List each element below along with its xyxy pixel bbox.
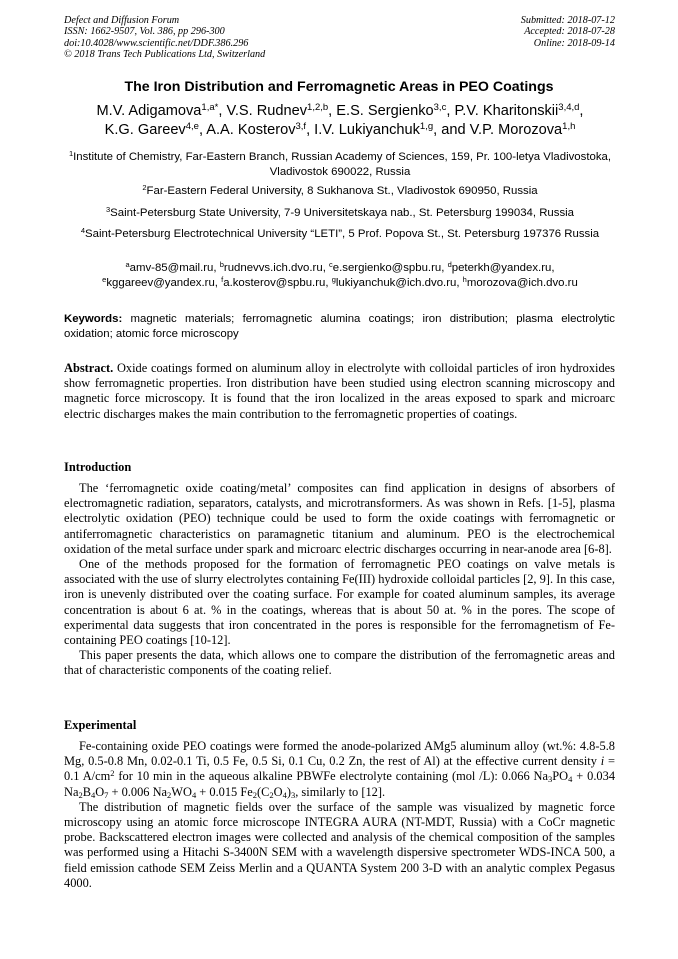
online-date: Online: 2018-09-14 (533, 37, 615, 49)
paragraph: The ‘ferromagnetic oxide coating/metal’ composites can find application in designs of absorbers of electromagnetic radiation, separators, catalysts, and microtransformers. As was shown in Refs. [1-5], plasma electrolytic oxidation (PEO) technique could be used to form the oxide coatings with ferromagnetic or antiferromagnetic characteristics on paramagnetic titanium and aluminum. PEO is the electrochemical oxidation of the metal surface under spark and microarc electric discharges occurring in near-anode area [6-8]. (64, 481, 615, 556)
email-list: $^a$amv-85@mail.ru, $^b$rudnevvs.ich.dvo.ru, $^c$e.sergienko@spbu.ru, $^d$peterkh@yandex.ru, $^e$kggareev@yandex.ru, $^f$a.kosterov@spbu.ru, $^g$lukiyanchuk@ich.dvo.ru, $^h$morozova@ich.dvo.ru (102, 259, 578, 289)
author: E.S. Sergienko$^{3,c}$, (336, 101, 455, 119)
abstract-label: Abstract. (64, 361, 114, 375)
email[interactable]: $^c$e.sergienko@spbu.ru (329, 259, 442, 274)
email[interactable]: $^e$kggareev@yandex.ru (102, 274, 215, 289)
introduction-body (64, 481, 615, 679)
affiliation-2: $^2$Far-Eastern Federal University, 8 Sukhanova St., Vladivostok 690950, Russia (142, 182, 538, 197)
section-heading-introduction: Introduction (64, 460, 132, 474)
author: M.V. Adigamova$^{1,a*}$, (96, 101, 227, 119)
paragraph: Fe-containing oxide PEO coatings were formed the anode-polarized AMg5 aluminum alloy (wt.%: 4.8-5.8 Mg, 0.5-0.8 Mn, 0.02-0.1 Ti, 0.5 Fe, 0.5 Si, 0.1 Cu, 0.2 Zn, the rest of Al) at the effective current density i = 0.1 $A/cm^2$ for 10 min in the aqueous alkaline PBWFe electrolyte containing (mol /L): 0.066 $Na_3PO_4 + 0.034$ $Na_2B_4O_7 + 0.006$ $Na_2WO_4 + 0.015$ $Fe_2(C_2O_4)_3$, similarly to [12]. (64, 739, 616, 800)
email[interactable]: $^b$rudnevvs.ich.dvo.ru (219, 259, 323, 274)
keywords-text: magnetic materials; ferromagnetic alumina coatings; iron distribution; plasma electrolytic oxidation; atomic force microscopy (64, 313, 616, 340)
accepted-date: Accepted: 2018-07-28 (524, 26, 615, 38)
author: A.A. Kosterov$^{3,f}$, (206, 120, 315, 138)
email[interactable]: $^d$peterkh@yandex.ru (447, 259, 552, 274)
abstract-text: Oxide coatings formed on aluminum alloy in electrolyte with colloidal particles of iron hydroxides show ferromagnetic properties. Iron distribution have been studied using electron scanning microscopy and magnetic force microscopy. It is found that the iron localized in the areas exposed to spark and microarc electric discharges makes the main contribution to the ferromagnetic properties of coatings. (64, 361, 615, 421)
issn: ISSN: 1662-9507, Vol. 386, pp 296-300 (64, 26, 225, 38)
author-list (60, 102, 620, 140)
author: K.G. Gareev$^{4,e}$, (104, 120, 207, 138)
experimental-body (64, 739, 615, 891)
email[interactable]: $^h$morozova@ich.dvo.ru (462, 274, 578, 289)
keywords-label: Keywords: (64, 313, 123, 325)
paragraph: The distribution of magnetic fields over the surface of the sample was visualized by magnetic force microscopy using an atomic force microscope INTEGRA AURA (NT-MDT, Russia) with a CoCr magnetic probe. Backscattered electron images were collected and analysis of the chemical composition of the samples was performed using a Hitachi S-3400N SEM with a wavelength dispersive spectrometer WDS-INCA 500, a field emission cathode SEM Zeiss Merlin and a QUANTA System 200 3-D with an analytic complex Pegasus 4000. (64, 799, 615, 890)
doi: doi:10.4028/www.scientific.net/DDF.386.296 (64, 37, 249, 49)
author: I.V. Lukiyanchuk$^{1,g}$, and (314, 120, 470, 138)
dates-header (521, 15, 615, 49)
author: P.V. Kharitonskii$^{3,4,d}$, (454, 101, 584, 119)
keywords (64, 312, 615, 342)
email[interactable]: $^g$lukiyanchuk@ich.dvo.ru (331, 274, 457, 289)
author: V.S. Rudnev$^{1,2,b}$, (226, 101, 337, 119)
paragraph: One of the methods proposed for the formation of ferromagnetic PEO coatings on valve metals is associated with the use of slurry electrolytes containing Fe(III) hydroxide colloidal particles [2, 9]. In this case, iron is unevenly distributed over the coating surface. For example for coated aluminum samples, its average concentration is about 6 at. % in the coatings, whereas that is about 50 at. % in the pores. The scope of experimental data suggests that iron concentrated in the pores is responsible for the ferromagnetism of Fe-containing PEO coatings [10-12]. (64, 557, 615, 648)
affiliation-4: $^4$Saint-Petersburg Electrotechnical University “LETI”, 5 Prof. Popova St., St. Petersburg 197376 Russia (80, 225, 600, 240)
affiliation-1: $^1$Institute of Chemistry, Far-Eastern Branch, Russian Academy of Sciences, 159, Pr. 100-letya Vladivostoka, Vladivostok 690022, Russia (68, 148, 612, 178)
affiliation-3: $^3$Saint-Petersburg State University, 7-9 Universitetskaya nab., St. Petersburg 199034, Russia (105, 204, 575, 219)
journal-header (64, 15, 265, 60)
journal-name: Defect and Diffusion Forum (64, 15, 180, 26)
paper-title: The Iron Distribution and Ferromagnetic Areas in PEO Coatings (124, 79, 554, 95)
email[interactable]: $^f$a.kosterov@spbu.ru (221, 274, 326, 289)
author: V.P. Morozova$^{1,h}$ (469, 120, 576, 138)
abstract (64, 361, 615, 422)
section-heading-experimental: Experimental (64, 718, 137, 732)
paragraph: This paper presents the data, which allows one to compare the distribution of the ferromagnetic areas and that of characteristic components of the coating relief. (64, 648, 615, 678)
email[interactable]: $^a$amv-85@mail.ru (125, 259, 214, 274)
copyright: © 2018 Trans Tech Publications Ltd, Switzerland (64, 48, 266, 60)
submitted-date: Submitted: 2018-07-12 (520, 15, 615, 26)
